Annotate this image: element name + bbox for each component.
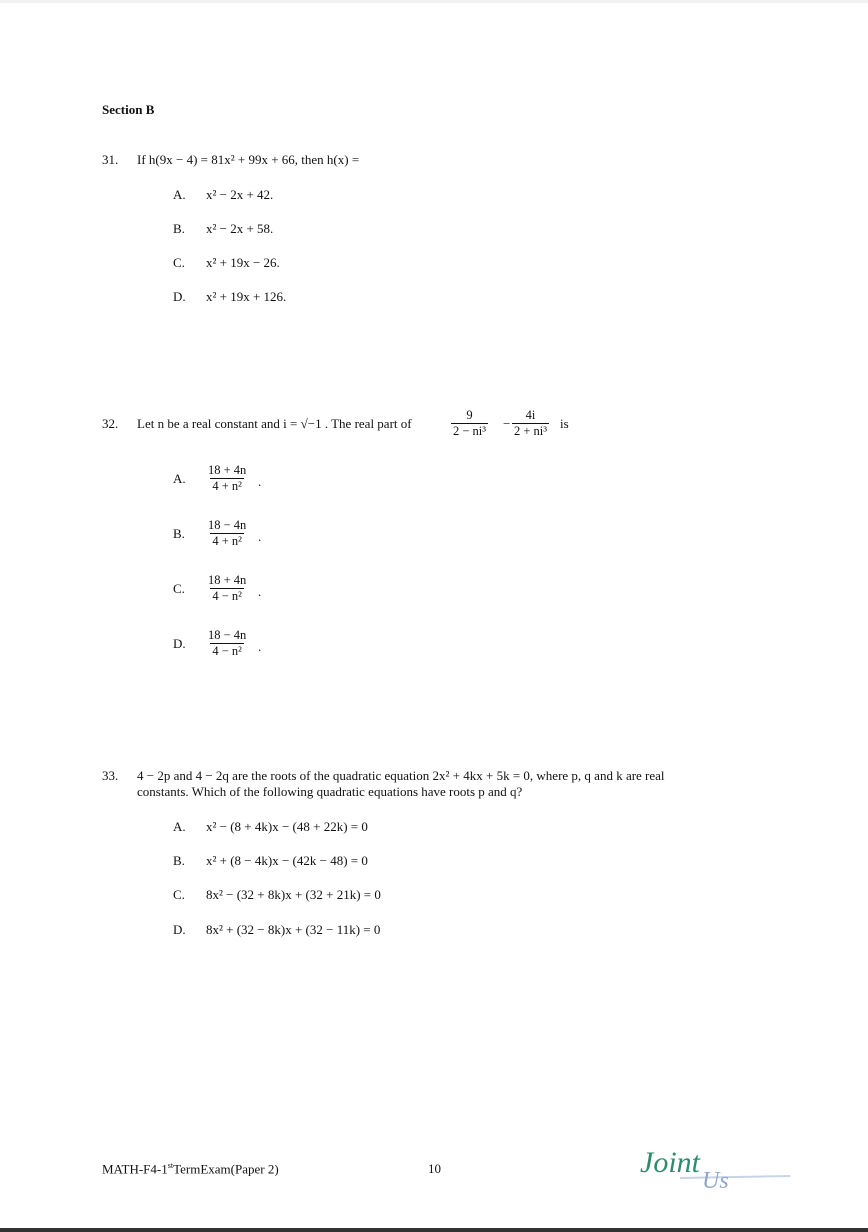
denominator: 2 + ni³ xyxy=(514,424,548,438)
q31-d-letter: D. xyxy=(173,289,186,304)
numerator: 9 xyxy=(466,408,473,422)
q31-stem: If h(9x − 4) = 81x² + 99x + 66, then h(x) = xyxy=(137,152,360,167)
q32-c-end: . xyxy=(258,584,262,599)
numerator: 4i xyxy=(525,408,536,422)
page-number: 10 xyxy=(428,1161,441,1176)
q32-c-letter: C. xyxy=(173,581,185,596)
top-edge xyxy=(0,0,868,3)
q33-c-letter: C. xyxy=(173,887,185,902)
q33-b-letter: B. xyxy=(173,853,185,868)
numerator: 18 − 4n xyxy=(208,628,247,642)
q32-b-letter: B. xyxy=(173,526,185,541)
q33-a-text: x² − (8 + 4k)x − (48 + 22k) = 0 xyxy=(206,819,368,834)
q31-a-text: x² − 2x + 42. xyxy=(206,187,274,202)
q32-a-letter: A. xyxy=(173,471,186,486)
q32-a-fraction xyxy=(206,463,248,494)
svg-text:Joint: Joint xyxy=(640,1146,700,1179)
q32-d-fraction xyxy=(206,628,248,659)
q32-d-end: . xyxy=(258,639,262,654)
numerator: 18 + 4n xyxy=(208,463,247,477)
denominator: 4 + n² xyxy=(212,534,242,548)
numerator: 18 − 4n xyxy=(208,518,247,532)
q33-d-letter: D. xyxy=(173,922,186,937)
q32-fraction-2 xyxy=(512,408,549,439)
joint-us-logo xyxy=(640,1140,790,1190)
q31-b-letter: B. xyxy=(173,221,185,236)
footer-code-rest: TermExam(Paper 2) xyxy=(173,1161,279,1177)
q33-stem-line-1: 4 − 2p and 4 − 2q are the roots of the quadratic equation 2x² + 4kx + 5k = 0, where p, q and k are real xyxy=(137,768,665,783)
q31-b-text: x² − 2x + 58. xyxy=(206,221,274,236)
q32-c-fraction xyxy=(206,573,248,604)
q31-c-text: x² + 19x − 26. xyxy=(206,255,280,270)
bottom-edge xyxy=(0,1228,868,1232)
denominator: 2 − ni³ xyxy=(453,424,487,438)
q32-b-end: . xyxy=(258,529,262,544)
q32-minus: − xyxy=(503,416,511,431)
q32-b-fraction xyxy=(206,518,248,549)
q31-a-letter: A. xyxy=(173,187,186,202)
q33-b-text: x² + (8 − 4k)x − (42k − 48) = 0 xyxy=(206,853,368,868)
q32-d-letter: D. xyxy=(173,636,186,651)
q33-number: 33. xyxy=(102,768,119,783)
q33-d-text: 8x² + (32 − 8k)x + (32 − 11k) = 0 xyxy=(206,922,381,937)
denominator: 4 + n² xyxy=(212,479,242,493)
q32-a-end: . xyxy=(258,474,262,489)
denominator: 4 − n² xyxy=(212,644,242,658)
q33-a-letter: A. xyxy=(173,819,186,834)
q32-number: 32. xyxy=(102,416,119,431)
q33-c-text: 8x² − (32 + 8k)x + (32 + 21k) = 0 xyxy=(206,887,381,902)
section-title: Section B xyxy=(102,102,155,117)
q32-stem: Let n be a real constant and i = √−1 . The real part of xyxy=(137,416,412,431)
numerator: 18 + 4n xyxy=(208,573,247,587)
q31-number: 31. xyxy=(102,152,119,167)
q32-fraction-1 xyxy=(451,408,488,439)
footer-code: MATH-F4-1 xyxy=(102,1161,168,1177)
q33-stem-line-2: constants. Which of the following quadratic equations have roots p and q? xyxy=(137,784,523,799)
footer-exam-code xyxy=(102,1161,279,1177)
q32-stem-end: is xyxy=(560,416,569,431)
q31-d-text: x² + 19x + 126. xyxy=(206,289,287,304)
q31-c-letter: C. xyxy=(173,255,185,270)
footer-sup: st xyxy=(167,1161,174,1170)
svg-text:Us: Us xyxy=(702,1168,729,1190)
denominator: 4 − n² xyxy=(212,589,242,603)
